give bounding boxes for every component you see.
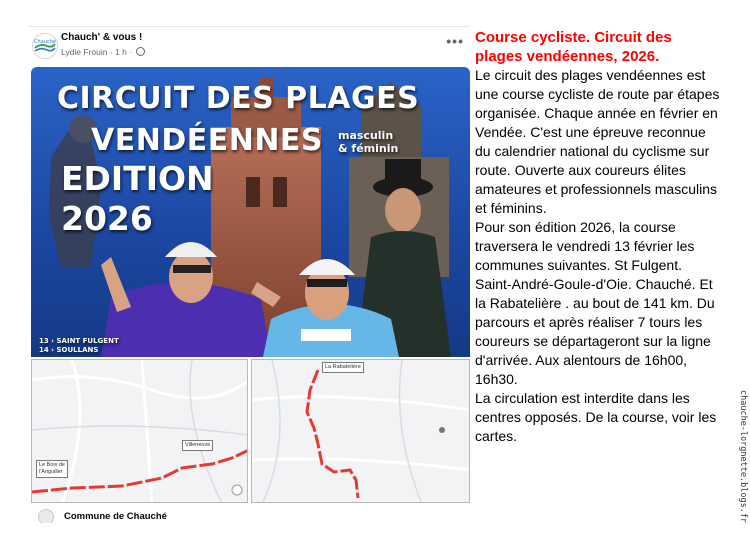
map-label-rabateliere: La Rabatelière bbox=[322, 362, 364, 373]
chauche-logo-icon[interactable] bbox=[32, 33, 58, 59]
map-marker bbox=[232, 485, 242, 495]
article-body: Le circuit des plages vendéennes est une course cycliste de route par étapes organisée. Chaque année en février en Vendée. C'est une épreuve reconnue du calendrier national du cyclisme sur route. Ouverte aux coureurs élites amateures et professionnels masculins et féminins. Pour son édition 2026, la course traversera le vendredi 13 février les communes suivantes. St Fulgent. Saint-André-Goule-d'Oie. Chauché. Et la Rabatelière . au bout de 141 km. Du parcours et après réaliser 7 tours les coureurs se départageront sur la ligne d'arrivée. Aux alentours de 16h00, 16h30. La circulation est interdite dans les centres opposés. De la course, voir les cartes. bbox=[475, 67, 720, 444]
post-meta bbox=[61, 47, 145, 57]
map-left-artwork bbox=[32, 360, 248, 503]
hat-crown bbox=[385, 159, 421, 187]
avatar[interactable] bbox=[38, 509, 54, 523]
poster-title-line1: CIRCUIT DES PLAGES bbox=[57, 81, 420, 116]
cyclist-right-glasses bbox=[307, 279, 347, 287]
cyclist-left-face bbox=[169, 251, 213, 303]
poster-gender: masculin & féminin bbox=[338, 129, 399, 155]
route-map-left[interactable] bbox=[31, 359, 248, 503]
poster-edition: EDITION bbox=[61, 159, 214, 198]
post-footer bbox=[28, 505, 470, 523]
map-label-villeneuve: Villeneuve bbox=[182, 440, 213, 451]
meta-separator: · bbox=[129, 47, 135, 57]
race-poster bbox=[31, 67, 470, 357]
blog-watermark: chauche-lorgnette.blogs.fr bbox=[738, 390, 748, 524]
post-header bbox=[28, 27, 470, 63]
jersey-sponsor-patch bbox=[301, 329, 351, 341]
map-label-bois: Le Bois de l'Anguiller bbox=[36, 460, 68, 478]
social-post bbox=[28, 26, 470, 523]
footer-page-name[interactable]: Commune de Chauché bbox=[64, 511, 167, 522]
logo-text: Chauché bbox=[34, 39, 56, 45]
route-map-right[interactable] bbox=[251, 359, 470, 503]
more-horizontal-icon[interactable]: ••• bbox=[446, 33, 464, 49]
cyclist-left-glasses bbox=[173, 265, 211, 273]
post-time[interactable]: 1 h bbox=[115, 47, 127, 57]
article-title: Course cycliste. Circuit des plages vendéennes, 2026. bbox=[475, 29, 672, 65]
poster-year: 2026 bbox=[61, 199, 153, 238]
church-window bbox=[246, 177, 260, 207]
post-author[interactable]: Lydie Frouin bbox=[61, 47, 108, 57]
map-right-artwork bbox=[252, 360, 470, 503]
globe-icon bbox=[136, 47, 145, 56]
poster-title-line2: VENDÉENNES bbox=[91, 123, 324, 158]
poster-stages: 13 › SAINT FULGENT 14 › SOULLANS bbox=[39, 337, 119, 354]
meta-separator: · bbox=[109, 47, 116, 57]
article bbox=[475, 28, 720, 446]
page-name[interactable]: Chauch' & vous ! bbox=[61, 32, 143, 43]
map-marker bbox=[439, 427, 445, 433]
man-face bbox=[385, 188, 421, 232]
church-window bbox=[273, 177, 287, 207]
